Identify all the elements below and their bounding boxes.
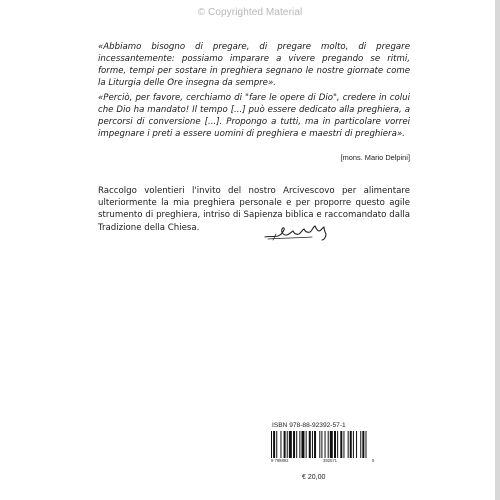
signature-image (262, 218, 334, 244)
barcode-image (271, 431, 381, 458)
barcode-digits-left: 9 788892 (271, 458, 289, 463)
quote-paragraph-2: «Perciò, per favore, cerchiamo di "fare le opere di Dio", credere in colui che Dio ha mandato! Il tempo [...] può essere dedicato alla preghiera, a percorsi di conversione [...]. Propongo a tutti, ma in particolare vorrei impegnare i preti a essere uomini di preghiera e maestri di preghiera». (98, 93, 410, 140)
price-label: € 20,00 (302, 474, 326, 481)
book-spine-edge (495, 0, 500, 500)
quote-attribution: [mons. Mario Delpini] (340, 153, 410, 162)
copyright-watermark: © Copyrighted Material (197, 7, 303, 18)
barcode-block (271, 422, 381, 472)
barcode-digits-mid: 392571 (323, 458, 337, 463)
barcode-digits-right: 5 (372, 458, 375, 463)
author-statement: Raccolgo volentieri l'invito del nostro Arcivescovo per alimentare ulteriormente la mia preghiera personale e per proporre questo agile strumento di preghiera, intriso di Sapienza biblica e raccomandato dalla Tradizione della Chiesa. (98, 186, 410, 233)
quote-paragraph-1: «Abbiamo bisogno di pregare, di pregare molto, di pregare incessantemente: possiamo imparare a vivere pregando se ritmi, forme, tempi per sostare in preghiera segnano le nostre giornate come la Liturgia delle Ore insegna da sempre». (98, 42, 410, 89)
isbn-label: ISBN 978-88-92392-57-1 (272, 422, 346, 429)
